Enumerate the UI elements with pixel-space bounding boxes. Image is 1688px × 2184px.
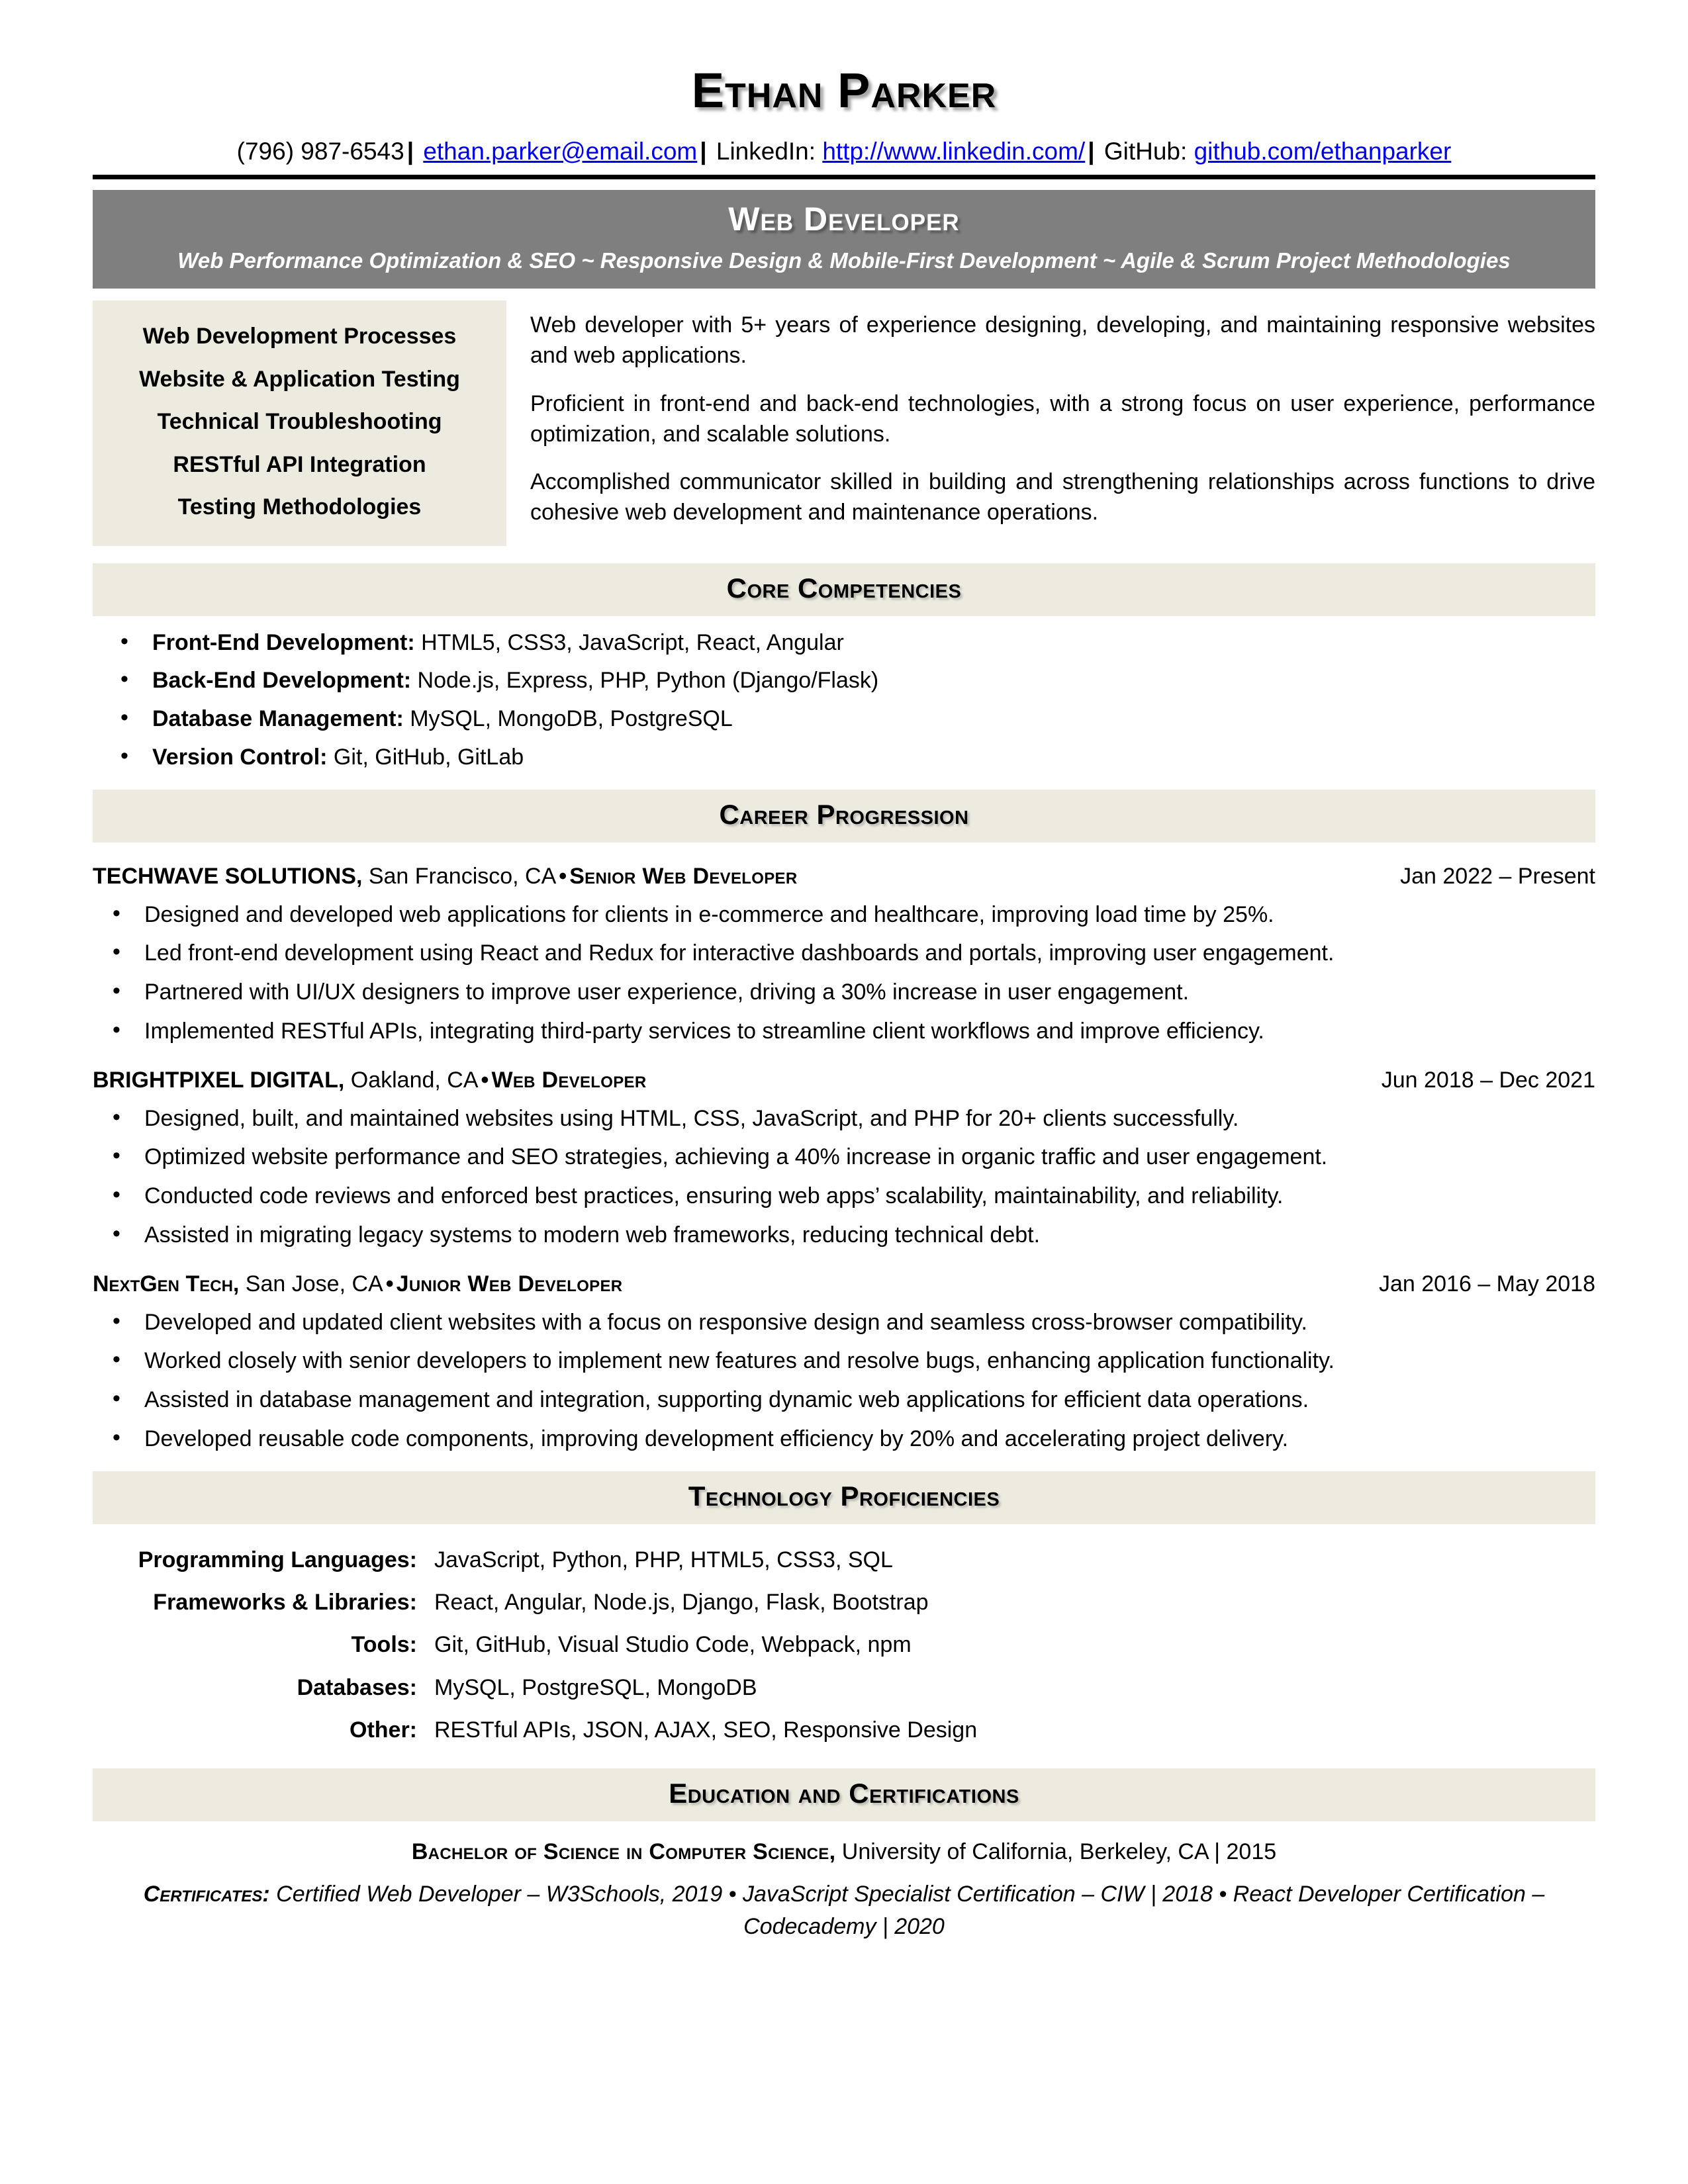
competency-value: HTML5, CSS3, JavaScript, React, Angular — [414, 629, 844, 655]
degree-institution: University of California, Berkeley, CA | 2015 — [835, 1839, 1277, 1864]
tech-value: JavaScript, Python, PHP, HTML5, CSS3, SQL — [434, 1547, 893, 1573]
table-row — [93, 1666, 1595, 1709]
job-location: San Jose, CA — [239, 1271, 383, 1297]
list-item: • Led front-end development using React and Redux for interactive dashboards and portals, improving user engagement. — [93, 938, 1595, 968]
job-entry — [93, 862, 1595, 1046]
summary-paragraph: Web developer with 5+ years of experience designing, developing, and maintaining responsive websites and web applications. — [530, 312, 1595, 369]
job-role: Junior Web Developer — [396, 1271, 623, 1297]
list-item — [93, 704, 1595, 734]
github-label: GitHub: — [1103, 137, 1188, 165]
job-entry — [93, 1270, 1595, 1454]
linkedin-link[interactable]: http://www.linkedin.com/ — [822, 137, 1086, 165]
competency-label: Database Management: — [152, 706, 404, 732]
table-row — [93, 1539, 1595, 1581]
job-header — [93, 862, 1595, 891]
job-location: San Francisco, CA — [362, 864, 557, 889]
job-bullet-list — [93, 1308, 1595, 1455]
contact-line — [93, 136, 1595, 175]
summary-paragraph: Proficient in front-end and back-end technologies, with a strong focus on user experience, performance optimization, and scalable solutions. — [530, 390, 1595, 447]
list-item: • Partnered with UI/UX designers to improve user experience, driving a 30% increase in user engagement. — [93, 978, 1595, 1007]
list-item: • Worked closely with senior developers to implement new features and resolve bugs, enhancing application functionality. — [93, 1346, 1595, 1376]
professional-summary — [506, 300, 1595, 546]
contact-separator-3: | — [1088, 137, 1095, 165]
tech-value: MySQL, PostgreSQL, MongoDB — [434, 1674, 757, 1700]
list-item: • Designed, built, and maintained websites using HTML, CSS, JavaScript, and PHP for 20+ clients successfully. — [93, 1104, 1595, 1134]
job-role: Web Developer — [491, 1068, 647, 1093]
contact-separator-1: | — [406, 137, 414, 165]
tech-label: Programming Languages: — [138, 1547, 417, 1573]
github-link[interactable]: github.com/ethanparker — [1194, 137, 1452, 165]
competency-label: Back-End Development: — [152, 668, 412, 694]
job-entry — [93, 1066, 1595, 1250]
linkedin-label: LinkedIn: — [716, 137, 816, 165]
table-row — [93, 1581, 1595, 1623]
competency-value: Git, GitHub, GitLab — [327, 745, 524, 770]
company-name: TECHWAVE SOLUTIONS, — [93, 864, 363, 889]
tech-value: Git, GitHub, Visual Studio Code, Webpack, npm — [434, 1632, 912, 1658]
company-name: NextGen Tech, — [93, 1271, 240, 1297]
technology-table — [93, 1539, 1595, 1751]
list-item: • Developed and updated client websites with a focus on responsive design and seamless cross-browser compatibility. — [93, 1308, 1595, 1338]
competency-label: Front-End Development: — [152, 629, 415, 655]
job-title-line — [93, 862, 797, 891]
tech-label: Tools: — [351, 1632, 417, 1658]
tech-label: Frameworks & Libraries: — [153, 1590, 417, 1615]
section-header-technology-proficiencies: Technology Proficiencies — [93, 1471, 1595, 1524]
profile-section — [93, 300, 1595, 546]
certificates-label: Certificates: — [143, 1881, 270, 1907]
list-item: • Assisted in database management and integration, supporting dynamic web applications for efficient data operations. — [93, 1385, 1595, 1415]
education-entry — [93, 1837, 1595, 1868]
table-row — [93, 1709, 1595, 1751]
list-item — [93, 743, 1595, 772]
list-item: • Assisted in migrating legacy systems to modern web frameworks, reducing technical debt. — [93, 1220, 1595, 1250]
list-item: • Conducted code reviews and enforced best practices, ensuring web apps’ scalability, maintainability, and reliability. — [93, 1181, 1595, 1211]
skill-item: Technical Troubleshooting — [157, 409, 442, 435]
list-item: • Developed reusable code components, improving development efficiency by 20% and accelerating project delivery. — [93, 1424, 1595, 1454]
candidate-name: Ethan Parker — [691, 63, 997, 118]
competency-value: MySQL, MongoDB, PostgreSQL — [403, 706, 733, 732]
key-skills-box — [93, 300, 506, 546]
job-header — [93, 1270, 1595, 1298]
job-dates: Jan 2022 – Present — [1400, 864, 1595, 889]
job-title: Web Developer — [728, 200, 960, 238]
tech-label: Databases: — [297, 1674, 417, 1700]
skill-item: Website & Application Testing — [139, 366, 460, 392]
job-bullet-list — [93, 1104, 1595, 1251]
bullet-separator-icon: • — [481, 1068, 489, 1093]
email-link[interactable]: ethan.parker@email.com — [423, 137, 698, 165]
job-dates: Jun 2018 – Dec 2021 — [1381, 1068, 1595, 1093]
title-banner — [93, 190, 1595, 289]
core-competency-list — [93, 628, 1595, 773]
skill-item: Testing Methodologies — [177, 494, 422, 520]
competency-value: Node.js, Express, PHP, Python (Django/Flask) — [411, 668, 879, 694]
competency-label: Version Control: — [152, 745, 328, 770]
table-row — [93, 1623, 1595, 1666]
bullet-separator-icon: • — [559, 864, 567, 889]
tech-value: RESTful APIs, JSON, AJAX, SEO, Responsive Design — [434, 1717, 978, 1743]
job-title-line — [93, 1066, 646, 1095]
list-item: • Designed and developed web applications for clients in e-commerce and healthcare, improving load time by 25%. — [93, 900, 1595, 930]
summary-paragraph: Accomplished communicator skilled in building and strengthening relationships across functions to drive cohesive web development and maintenance operations. — [530, 469, 1595, 525]
job-dates: Jan 2016 – May 2018 — [1378, 1271, 1595, 1297]
contact-separator-2: | — [700, 137, 707, 165]
job-header — [93, 1066, 1595, 1095]
phone-number: (796) 987-6543 — [236, 137, 404, 165]
bullet-separator-icon: • — [385, 1271, 394, 1297]
list-item — [93, 666, 1595, 696]
job-location: Oakland, CA — [344, 1068, 479, 1093]
section-header-career-progression: Career Progression — [93, 790, 1595, 842]
certificates-value: Certified Web Developer – W3Schools, 2019 • JavaScript Specialist Certification – CIW | 2018 • React Developer Certification – Codecademy | 2020 — [269, 1881, 1545, 1940]
job-bullet-list — [93, 900, 1595, 1047]
company-name: BRIGHTPIXEL DIGITAL, — [93, 1068, 345, 1093]
job-title-line — [93, 1270, 622, 1298]
list-item: • Optimized website performance and SEO strategies, achieving a 40% increase in organic traffic and user engagement. — [93, 1142, 1595, 1172]
tech-value: React, Angular, Node.js, Django, Flask, Bootstrap — [434, 1590, 929, 1615]
skill-item: Web Development Processes — [142, 324, 457, 349]
header-divider — [93, 175, 1595, 179]
skill-item: RESTful API Integration — [173, 451, 426, 477]
list-item — [93, 628, 1595, 658]
job-role: Senior Web Developer — [569, 864, 798, 889]
tech-label: Other: — [350, 1717, 417, 1743]
certificates-entry — [93, 1878, 1595, 1944]
section-header-education-certifications: Education and Certifications — [93, 1768, 1595, 1821]
list-item: • Implemented RESTful APIs, integrating third-party services to streamline client workflows and improve efficiency. — [93, 1017, 1595, 1046]
degree-name: Bachelor of Science in Computer Science, — [411, 1839, 836, 1864]
section-header-core-competencies: Core Competencies — [93, 563, 1595, 616]
specialty-tagline: Web Performance Optimization & SEO ~ Responsive Design & Mobile-First Development ~ Agile & Scrum Project Methodologies — [177, 248, 1511, 273]
